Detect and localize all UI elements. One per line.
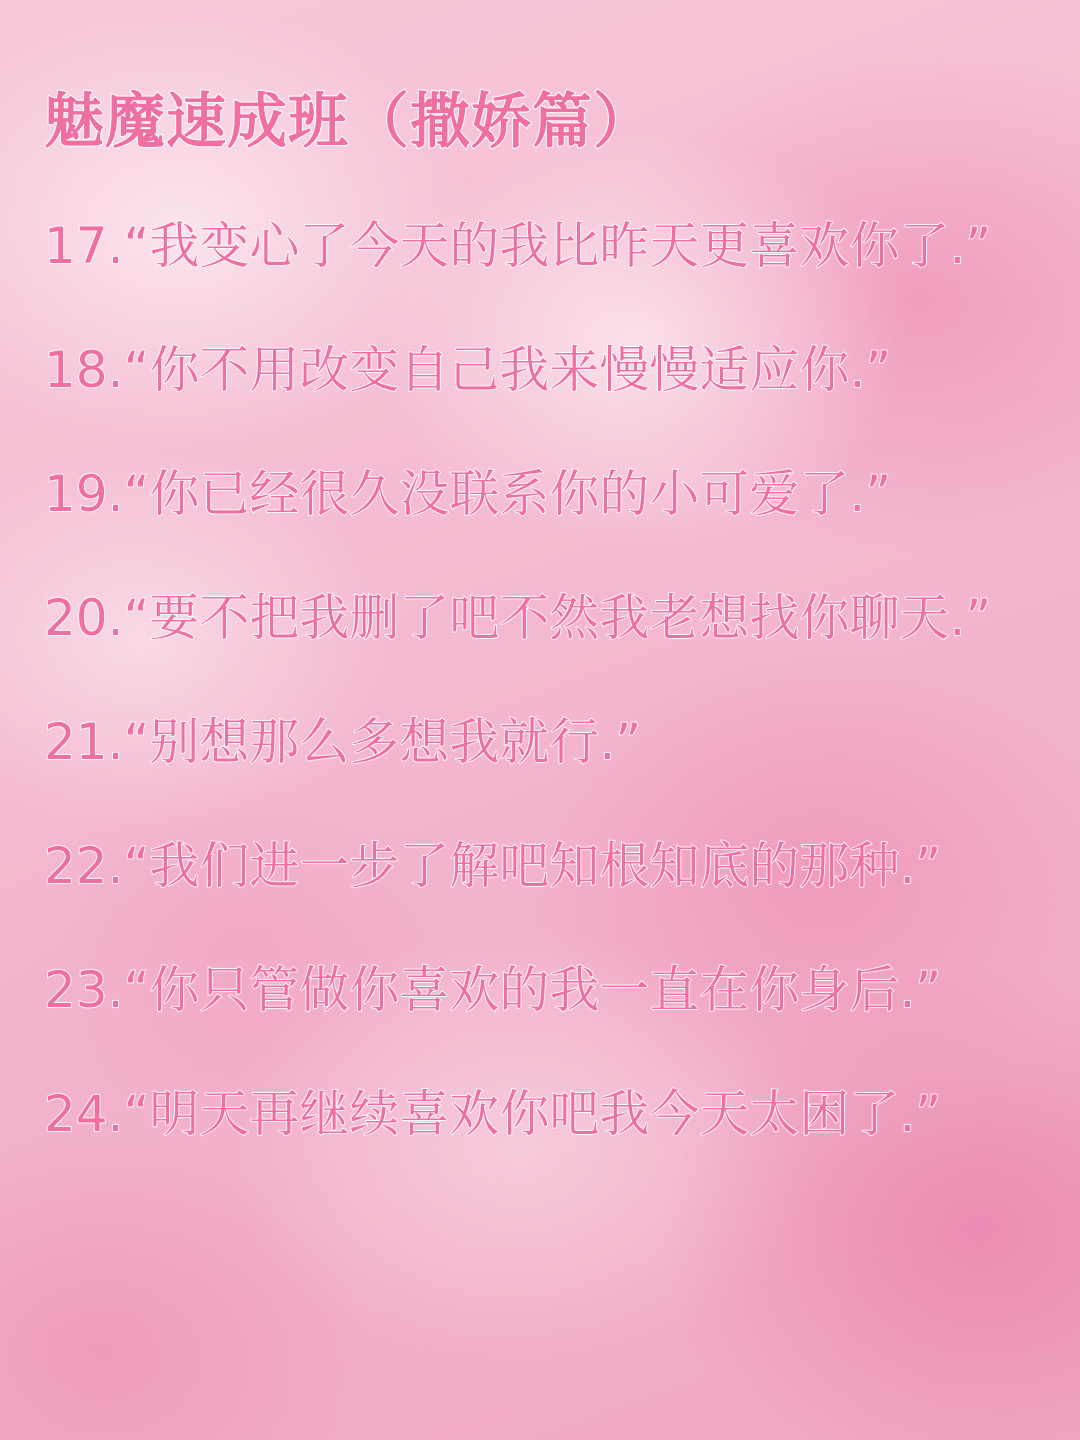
quote-item-23: 23.“你只管做你喜欢的我一直在你身后.”: [44, 961, 942, 1019]
quote-item-19: 19.“你已经很久没联系你的小可爱了.”: [44, 465, 892, 523]
page-title: 魅魔速成班（撒娇篇）: [44, 87, 654, 157]
quote-list: [44, 204, 1054, 1156]
quote-item-20: 20.“要不把我删了吧不然我老想找你聊天.”: [44, 589, 992, 647]
quote-item-24: 24.“明天再继续喜欢你吧我今天太困了.”: [44, 1085, 942, 1143]
quote-item-17: 17.“我变心了今天的我比昨天更喜欢你了.”: [44, 217, 992, 275]
content-area: [44, 80, 1054, 1196]
quote-item-21: 21.“别想那么多想我就行.”: [44, 713, 642, 771]
quote-item-22: 22.“我们进一步了解吧知根知底的那种.”: [44, 837, 942, 895]
quote-item-18: 18.“你不用改变自己我来慢慢适应你.”: [44, 341, 892, 399]
